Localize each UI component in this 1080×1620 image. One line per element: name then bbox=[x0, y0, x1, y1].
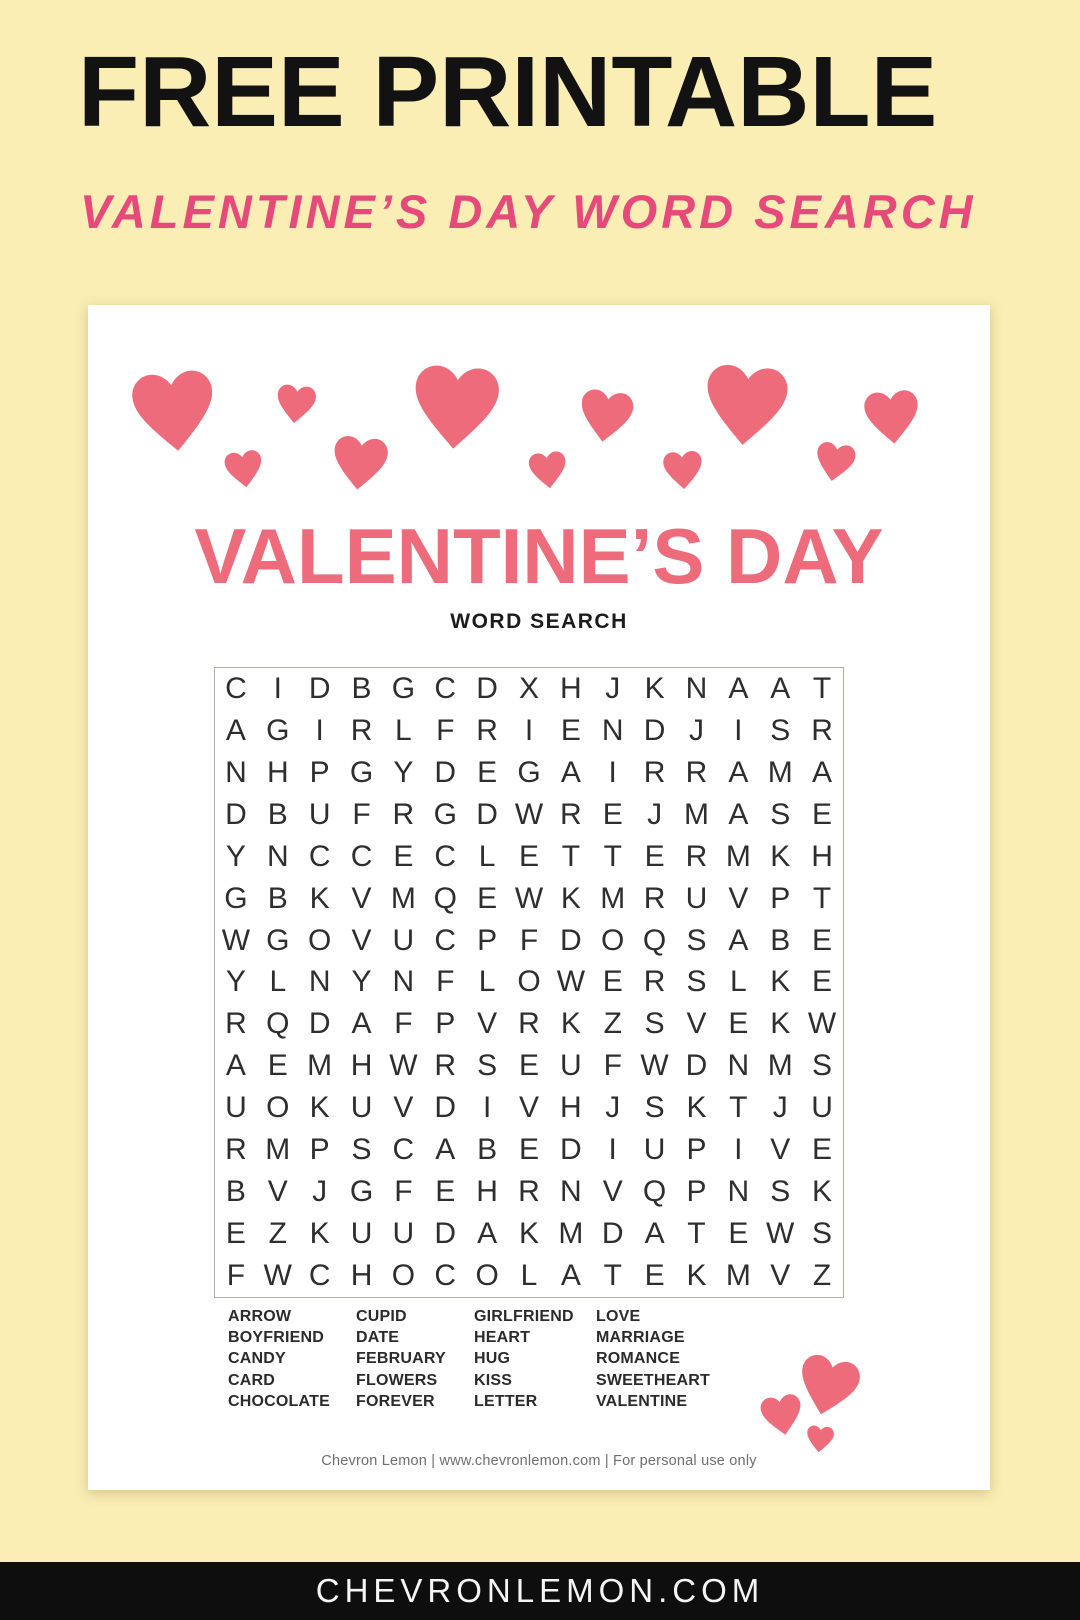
heart-icon bbox=[524, 446, 572, 494]
grid-letter: D bbox=[434, 1217, 457, 1251]
grid-letter: F bbox=[436, 965, 455, 999]
grid-letter: X bbox=[518, 671, 539, 705]
website-url: CHEVRONLEMON.COM bbox=[315, 1572, 765, 1609]
grid-letter: W bbox=[556, 965, 586, 999]
grid-letter: G bbox=[266, 713, 290, 747]
grid-letter: N bbox=[308, 965, 331, 999]
grid-letter: C bbox=[225, 671, 247, 705]
heart-icon bbox=[802, 1421, 837, 1456]
grid-letter: U bbox=[392, 923, 415, 957]
heart-icon bbox=[694, 353, 798, 457]
page-title: FREE PRINTABLE bbox=[78, 36, 938, 148]
grid-letter: E bbox=[602, 965, 623, 999]
grid-letter: K bbox=[309, 1091, 330, 1125]
grid-letter: B bbox=[267, 797, 288, 831]
grid-letter: U bbox=[811, 1091, 833, 1125]
grid-letter: I bbox=[524, 713, 534, 747]
grid-letter: Z bbox=[268, 1217, 287, 1251]
word-list-item: HEART bbox=[474, 1329, 531, 1347]
grid-letter: T bbox=[812, 671, 832, 705]
grid-letter: R bbox=[643, 755, 666, 789]
grid-letter: H bbox=[350, 1049, 373, 1083]
heart-icon bbox=[271, 379, 322, 430]
grid-letter: P bbox=[477, 923, 498, 957]
grid-letter: T bbox=[603, 1259, 622, 1293]
grid-letter: U bbox=[643, 1133, 666, 1167]
grid-letter: O bbox=[517, 965, 541, 999]
grid-letter: K bbox=[518, 1217, 539, 1251]
grid-letter: I bbox=[734, 1133, 743, 1167]
grid-letter: D bbox=[601, 1217, 624, 1251]
word-list-item: LETTER bbox=[474, 1392, 538, 1410]
grid-letter: M bbox=[767, 755, 793, 789]
grid-letter: N bbox=[560, 1175, 582, 1209]
grid-letter: K bbox=[560, 881, 581, 915]
grid-letter: B bbox=[770, 923, 791, 957]
grid-letter: I bbox=[482, 1091, 492, 1125]
heart-icon bbox=[808, 435, 861, 488]
card-subtitle: WORD SEARCH bbox=[450, 610, 628, 633]
grid-letter: E bbox=[812, 965, 833, 999]
grid-letter: C bbox=[350, 839, 373, 873]
grid-letter: N bbox=[727, 1049, 750, 1083]
grid-letter: E bbox=[393, 839, 414, 873]
grid-letter: M bbox=[683, 797, 709, 831]
grid-letter: M bbox=[307, 1049, 333, 1083]
word-list-item: CARD bbox=[228, 1371, 276, 1389]
grid-letter: Q bbox=[642, 923, 667, 957]
grid-letter: C bbox=[434, 671, 457, 705]
grid-letter: Q bbox=[433, 881, 457, 915]
grid-letter: F bbox=[352, 797, 371, 831]
grid-letter: P bbox=[435, 1007, 456, 1041]
grid-letter: F bbox=[226, 1259, 246, 1293]
grid-letter: L bbox=[269, 965, 287, 999]
grid-letter: A bbox=[351, 1007, 372, 1041]
grid-letter: V bbox=[602, 1175, 623, 1209]
grid-letter: V bbox=[477, 1007, 498, 1041]
grid-letter: R bbox=[560, 797, 582, 831]
grid-letter: I bbox=[734, 713, 743, 747]
grid-letter: C bbox=[434, 839, 457, 873]
card-footer-credit: Chevron Lemon | www.chevronlemon.com | For personal use only bbox=[321, 1453, 757, 1469]
grid-letter: R bbox=[225, 1133, 247, 1167]
grid-letter: D bbox=[308, 1007, 331, 1041]
grid-letter: K bbox=[560, 1007, 581, 1041]
grid-letter: D bbox=[434, 755, 457, 789]
grid-letter: M bbox=[767, 1049, 793, 1083]
grid-letter: N bbox=[392, 965, 415, 999]
grid-letter: H bbox=[560, 1091, 582, 1125]
grid-letter: W bbox=[807, 1007, 837, 1041]
grid-letter: A bbox=[728, 797, 749, 831]
grid-letter: D bbox=[434, 1091, 457, 1125]
grid-letter: V bbox=[267, 1175, 288, 1209]
grid-letter: K bbox=[644, 671, 665, 705]
grid-letter: A bbox=[435, 1133, 456, 1167]
grid-letter: D bbox=[476, 797, 498, 831]
grid-letter: E bbox=[225, 1217, 246, 1251]
grid-letter: E bbox=[644, 839, 665, 873]
grid-letter: F bbox=[436, 713, 455, 747]
grid-letter: J bbox=[647, 797, 663, 831]
grid-letter: H bbox=[476, 1175, 498, 1209]
grid-letter: D bbox=[560, 923, 582, 957]
grid-letter: H bbox=[266, 755, 289, 789]
word-list-item: CANDY bbox=[228, 1350, 286, 1368]
grid-letter: R bbox=[685, 755, 708, 789]
grid-letter: F bbox=[603, 1049, 622, 1083]
grid-letter: V bbox=[393, 1091, 414, 1125]
grid-letter: G bbox=[391, 671, 416, 705]
grid-letter: U bbox=[350, 1091, 373, 1125]
grid-letter: E bbox=[518, 1049, 539, 1083]
grid-letter: A bbox=[477, 1217, 498, 1251]
grid-letter: G bbox=[517, 755, 541, 789]
grid-letter: W bbox=[640, 1049, 669, 1083]
grid-letter: W bbox=[389, 1049, 418, 1083]
grid-letter: S bbox=[686, 965, 707, 999]
grid-letter: K bbox=[812, 1175, 833, 1209]
grid-letter: J bbox=[605, 1091, 621, 1125]
grid-letter: S bbox=[351, 1133, 372, 1167]
grid-letter: C bbox=[308, 1259, 331, 1293]
grid-letter: S bbox=[477, 1049, 498, 1083]
grid-letter: Z bbox=[603, 1007, 622, 1041]
grid-letter: E bbox=[518, 1133, 539, 1167]
grid-letter: M bbox=[558, 1217, 584, 1251]
grid-letter: N bbox=[727, 1175, 750, 1209]
grid-letter: Q bbox=[642, 1175, 667, 1209]
grid-letter: E bbox=[477, 755, 498, 789]
grid-letter: E bbox=[728, 1217, 749, 1251]
grid-letter: O bbox=[391, 1259, 416, 1293]
grid-letter: A bbox=[560, 1259, 581, 1293]
grid-letter: M bbox=[725, 1259, 751, 1293]
grid-letter: E bbox=[560, 713, 581, 747]
word-list-column bbox=[596, 1306, 710, 1412]
grid-letter: U bbox=[685, 881, 708, 915]
grid-letter: K bbox=[770, 1007, 791, 1041]
grid-letter: G bbox=[349, 755, 374, 789]
grid-letter: E bbox=[267, 1049, 288, 1083]
grid-letter: E bbox=[812, 797, 833, 831]
grid-letter: D bbox=[308, 671, 331, 705]
grid-letter: A bbox=[560, 755, 581, 789]
heart-icon bbox=[857, 382, 926, 451]
grid-letter: Y bbox=[225, 839, 246, 873]
grid-letter: T bbox=[812, 881, 832, 915]
word-list-item: ARROW bbox=[228, 1308, 292, 1325]
word-list-item: SWEETHEART bbox=[596, 1371, 710, 1389]
grid-letter: R bbox=[643, 965, 666, 999]
grid-letter: R bbox=[811, 713, 833, 747]
word-list-column bbox=[356, 1306, 446, 1412]
grid-letter: J bbox=[688, 713, 704, 747]
grid-letter: L bbox=[395, 713, 412, 747]
heart-icon bbox=[403, 354, 510, 461]
grid-letter: P bbox=[686, 1133, 707, 1167]
grid-letter: A bbox=[728, 923, 749, 957]
grid-letter: V bbox=[770, 1259, 791, 1293]
grid-letter: D bbox=[643, 713, 666, 747]
grid-letter: N bbox=[225, 755, 247, 789]
grid-letter: M bbox=[265, 1133, 291, 1167]
grid-letter: W bbox=[514, 797, 544, 831]
grid-letter: K bbox=[770, 839, 791, 873]
grid-letter: Y bbox=[393, 755, 414, 789]
grid-letter: W bbox=[221, 923, 251, 957]
word-list-item: ROMANCE bbox=[596, 1350, 681, 1368]
grid-letter: T bbox=[729, 1091, 748, 1125]
grid-letter: P bbox=[686, 1175, 707, 1209]
grid-letter: I bbox=[273, 671, 282, 705]
word-list-item: VALENTINE bbox=[596, 1392, 688, 1410]
grid-letter: P bbox=[309, 755, 330, 789]
grid-letter: E bbox=[728, 1007, 749, 1041]
grid-letter: C bbox=[392, 1133, 415, 1167]
grid-letter: Y bbox=[351, 965, 372, 999]
grid-letter: E bbox=[644, 1259, 665, 1293]
grid-letter: V bbox=[351, 881, 372, 915]
grid-letter: S bbox=[644, 1091, 665, 1125]
grid-letter: S bbox=[770, 1175, 791, 1209]
grid-letter: L bbox=[478, 839, 496, 873]
grid-letter: S bbox=[812, 1217, 833, 1251]
grid-letter: D bbox=[225, 797, 247, 831]
grid-letter: R bbox=[350, 713, 373, 747]
grid-letter: W bbox=[766, 1217, 795, 1251]
grid-letter: U bbox=[392, 1217, 415, 1251]
grid-letter: A bbox=[728, 671, 749, 705]
grid-letter: K bbox=[309, 881, 330, 915]
grid-letter: P bbox=[770, 881, 791, 915]
grid-letter: E bbox=[477, 881, 498, 915]
word-list-item: FOREVER bbox=[356, 1392, 435, 1410]
word-search-grid bbox=[214, 667, 844, 1298]
card-title: VALENTINE’S DAY bbox=[194, 512, 884, 600]
grid-letter: F bbox=[394, 1175, 413, 1209]
grid-letter: O bbox=[475, 1259, 499, 1293]
heart-icon bbox=[325, 428, 395, 498]
grid-letter: L bbox=[520, 1259, 538, 1293]
grid-letter: C bbox=[308, 839, 331, 873]
website-bar bbox=[0, 1562, 1080, 1620]
grid-letter: E bbox=[602, 797, 623, 831]
grid-letter: L bbox=[478, 965, 496, 999]
grid-letter: E bbox=[812, 923, 833, 957]
grid-letter: S bbox=[770, 713, 791, 747]
word-list-item: MARRIAGE bbox=[596, 1329, 685, 1347]
grid-letter: I bbox=[608, 755, 617, 789]
heart-icon bbox=[121, 358, 227, 464]
grid-letter: K bbox=[686, 1259, 707, 1293]
grid-letter: P bbox=[309, 1133, 330, 1167]
grid-letter: V bbox=[728, 881, 749, 915]
grid-letter: B bbox=[351, 671, 372, 705]
grid-letter: R bbox=[392, 797, 415, 831]
grid-letter: N bbox=[601, 713, 624, 747]
grid-letter: N bbox=[685, 671, 708, 705]
grid-letter: M bbox=[390, 881, 416, 915]
word-list-item: CUPID bbox=[356, 1308, 407, 1325]
grid-letter: U bbox=[225, 1091, 247, 1125]
grid-letter: K bbox=[770, 965, 791, 999]
grid-letter: W bbox=[263, 1259, 292, 1293]
grid-letter: H bbox=[560, 671, 582, 705]
grid-letter: U bbox=[350, 1217, 373, 1251]
grid-letter: A bbox=[770, 671, 791, 705]
grid-letter: G bbox=[266, 923, 290, 957]
grid-letter: R bbox=[518, 1175, 540, 1209]
grid-letter: U bbox=[560, 1049, 582, 1083]
grid-letter: D bbox=[476, 671, 498, 705]
heart-icon bbox=[571, 381, 641, 451]
word-list-column bbox=[474, 1306, 574, 1412]
grid-letter: O bbox=[266, 1091, 290, 1125]
grid-letter: M bbox=[600, 881, 626, 915]
grid-letter: A bbox=[728, 755, 749, 789]
grid-letter: U bbox=[308, 797, 331, 831]
grid-letter: J bbox=[605, 671, 621, 705]
grid-letter: B bbox=[477, 1133, 498, 1167]
grid-letter: V bbox=[770, 1133, 791, 1167]
grid-letter: V bbox=[686, 1007, 707, 1041]
grid-letter: O bbox=[601, 923, 625, 957]
grid-letter: V bbox=[518, 1091, 539, 1125]
grid-letter: R bbox=[225, 1007, 247, 1041]
grid-letter: F bbox=[519, 923, 539, 957]
grid-letter: J bbox=[312, 1175, 328, 1209]
grid-letter: K bbox=[309, 1217, 330, 1251]
grid-letter: R bbox=[643, 881, 666, 915]
grid-letter: S bbox=[770, 797, 791, 831]
grid-letter: S bbox=[644, 1007, 665, 1041]
grid-letter: V bbox=[351, 923, 372, 957]
grid-letter: I bbox=[608, 1133, 617, 1167]
grid-letter: Y bbox=[225, 965, 246, 999]
grid-letter: E bbox=[812, 1133, 833, 1167]
grid-letter: G bbox=[224, 881, 248, 915]
grid-letter: R bbox=[518, 1007, 540, 1041]
word-list-item: CHOCOLATE bbox=[228, 1392, 330, 1410]
printable-preview-card bbox=[88, 305, 990, 1490]
heart-icon bbox=[754, 1387, 810, 1443]
grid-letter: G bbox=[349, 1175, 374, 1209]
word-list-item: FEBRUARY bbox=[356, 1350, 446, 1368]
word-list-item: GIRLFRIEND bbox=[474, 1308, 574, 1325]
grid-letter: E bbox=[435, 1175, 456, 1209]
heart-icon bbox=[219, 444, 269, 494]
word-list-item: DATE bbox=[356, 1329, 400, 1347]
grid-letter: H bbox=[350, 1259, 373, 1293]
grid-letter: S bbox=[686, 923, 707, 957]
grid-letter: Q bbox=[266, 1007, 290, 1041]
grid-letter: O bbox=[307, 923, 332, 957]
heart-icon bbox=[658, 445, 707, 494]
grid-letter: S bbox=[812, 1049, 833, 1083]
grid-letter: R bbox=[685, 839, 708, 873]
word-list-item: HUG bbox=[474, 1350, 511, 1368]
grid-letter: N bbox=[266, 839, 289, 873]
grid-letter: H bbox=[811, 839, 833, 873]
page-subtitle: VALENTINE’S DAY WORD SEARCH bbox=[80, 185, 977, 238]
grid-letter: R bbox=[476, 713, 498, 747]
grid-letter: F bbox=[394, 1007, 413, 1041]
grid-letter: E bbox=[518, 839, 539, 873]
word-list-item: BOYFRIEND bbox=[228, 1329, 325, 1347]
grid-letter: D bbox=[685, 1049, 708, 1083]
grid-letter: I bbox=[315, 713, 324, 747]
grid-letter: A bbox=[225, 713, 246, 747]
grid-letter: W bbox=[514, 881, 544, 915]
grid-letter: A bbox=[812, 755, 833, 789]
grid-letter: A bbox=[225, 1049, 246, 1083]
grid-letter: Z bbox=[812, 1259, 832, 1293]
grid-letter: M bbox=[725, 839, 751, 873]
grid-letter: K bbox=[686, 1091, 707, 1125]
grid-letter: A bbox=[644, 1217, 665, 1251]
grid-letter: T bbox=[561, 839, 581, 873]
word-list-item: KISS bbox=[474, 1371, 513, 1389]
grid-letter: B bbox=[267, 881, 288, 915]
grid-letter: C bbox=[434, 1259, 457, 1293]
word-list-item: FLOWERS bbox=[356, 1371, 438, 1389]
word-list-column bbox=[228, 1306, 330, 1412]
grid-letter: R bbox=[434, 1049, 457, 1083]
grid-letter: L bbox=[729, 965, 747, 999]
grid-letter: B bbox=[225, 1175, 246, 1209]
grid-letter: T bbox=[603, 839, 622, 873]
word-list-item: LOVE bbox=[596, 1308, 641, 1325]
grid-letter: T bbox=[687, 1217, 706, 1251]
grid-letter: G bbox=[433, 797, 457, 831]
grid-letter: C bbox=[434, 923, 457, 957]
grid-letter: D bbox=[560, 1133, 582, 1167]
grid-letter: J bbox=[772, 1091, 788, 1125]
